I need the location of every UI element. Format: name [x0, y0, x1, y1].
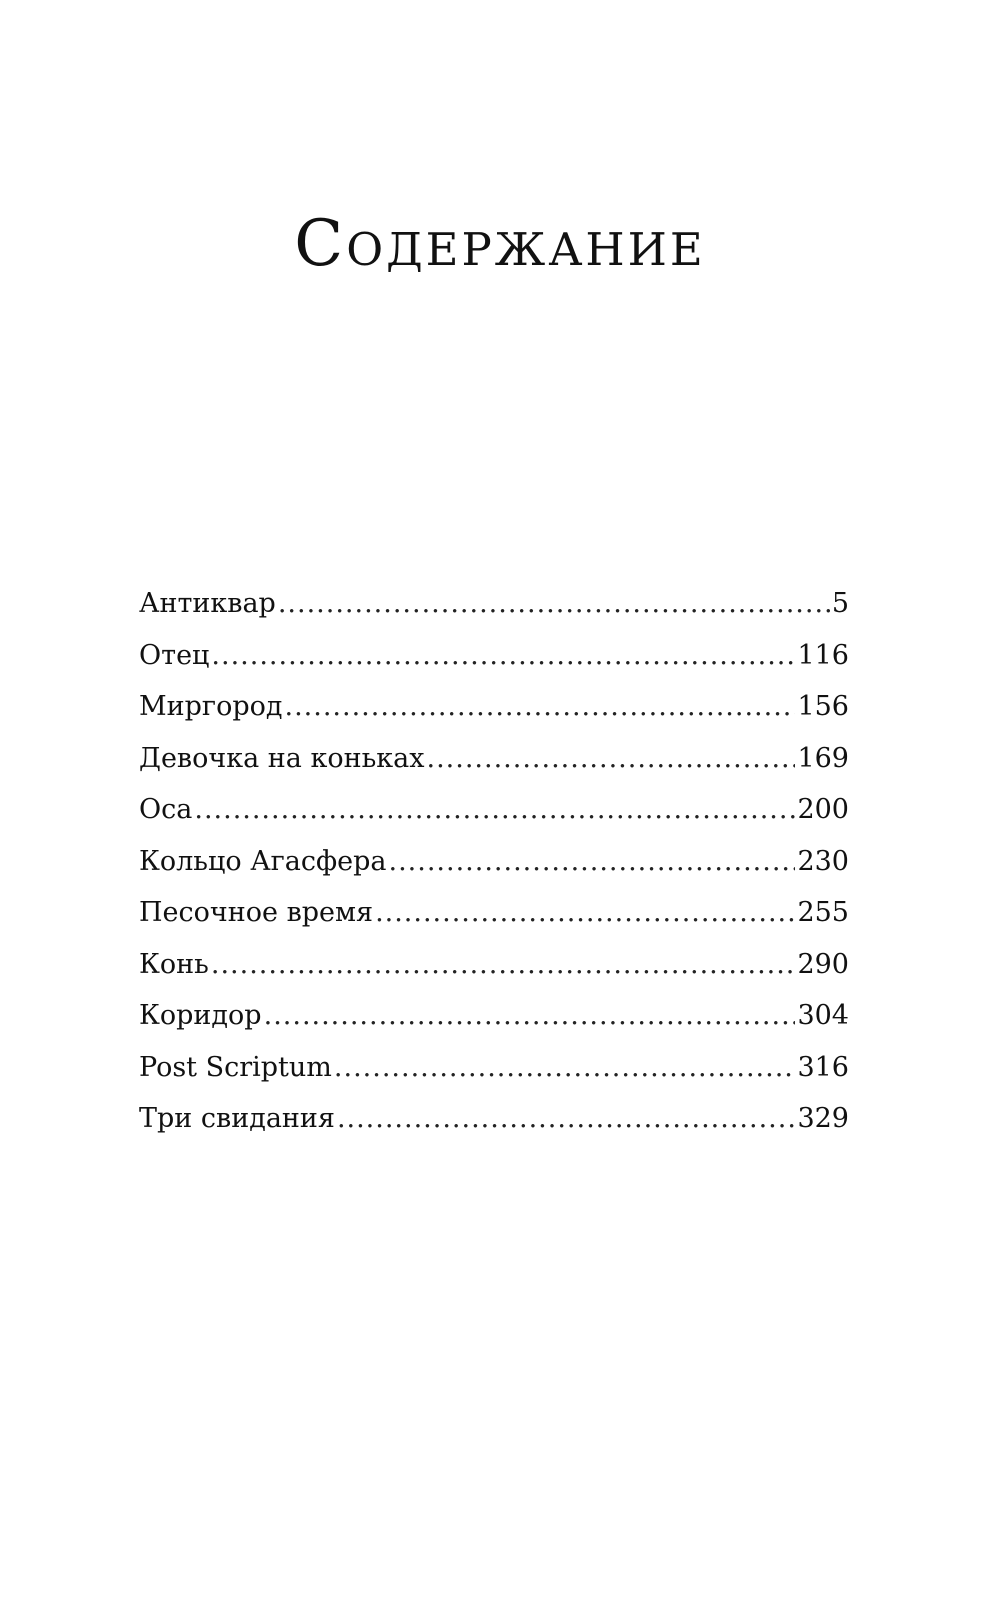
dot-leader — [427, 733, 796, 785]
toc-entry-page: 230 — [797, 845, 849, 877]
toc-entry-title: Антиквар — [139, 588, 276, 619]
toc-entry-page: 329 — [797, 1103, 849, 1134]
toc-entry — [139, 1093, 849, 1145]
toc-entry-page: 116 — [797, 639, 849, 671]
page-title: Содержание — [294, 207, 706, 281]
toc-entry — [139, 990, 849, 1042]
dot-leader — [211, 630, 795, 682]
table-of-contents — [139, 578, 849, 1145]
toc-entry — [139, 939, 849, 991]
toc-entry-page: 304 — [797, 1000, 849, 1031]
toc-entry-title: Оса — [139, 794, 193, 825]
toc-entry-page: 169 — [797, 742, 849, 774]
dot-leader — [337, 1093, 796, 1145]
toc-entry — [139, 578, 849, 630]
toc-entry-page: 316 — [797, 1051, 849, 1083]
toc-entry — [139, 836, 849, 888]
toc-entry-page: 255 — [797, 897, 849, 928]
dot-leader — [334, 1042, 796, 1094]
toc-entry-title: Конь — [139, 948, 209, 980]
toc-entry-title: Отец — [139, 639, 210, 671]
dot-leader — [264, 990, 796, 1042]
toc-entry-title: Миргород — [139, 691, 283, 722]
toc-entry-title: Три свидания — [139, 1103, 335, 1134]
dot-leader — [194, 784, 795, 836]
toc-entry-title: Post Scriptum — [139, 1051, 332, 1083]
toc-entry — [139, 733, 849, 785]
toc-entry-page: 5 — [831, 588, 849, 619]
dot-leader — [278, 578, 830, 630]
toc-entry — [139, 681, 849, 733]
toc-entry — [139, 1042, 849, 1094]
toc-entry-title: Кольцо Агасфера — [139, 845, 387, 877]
toc-entry — [139, 784, 849, 836]
toc-entry-page: 290 — [797, 948, 849, 980]
toc-entry-page: 156 — [797, 691, 849, 722]
toc-entry — [139, 887, 849, 939]
toc-entry — [139, 630, 849, 682]
toc-entry-title: Коридор — [139, 1000, 262, 1031]
dot-leader — [211, 939, 796, 991]
toc-entry-title: Песочное время — [139, 897, 374, 928]
dot-leader — [285, 681, 796, 733]
dot-leader — [375, 887, 795, 939]
dot-leader — [389, 836, 796, 888]
toc-entry-title: Девочка на коньках — [139, 742, 425, 774]
toc-entry-page: 200 — [797, 794, 849, 825]
